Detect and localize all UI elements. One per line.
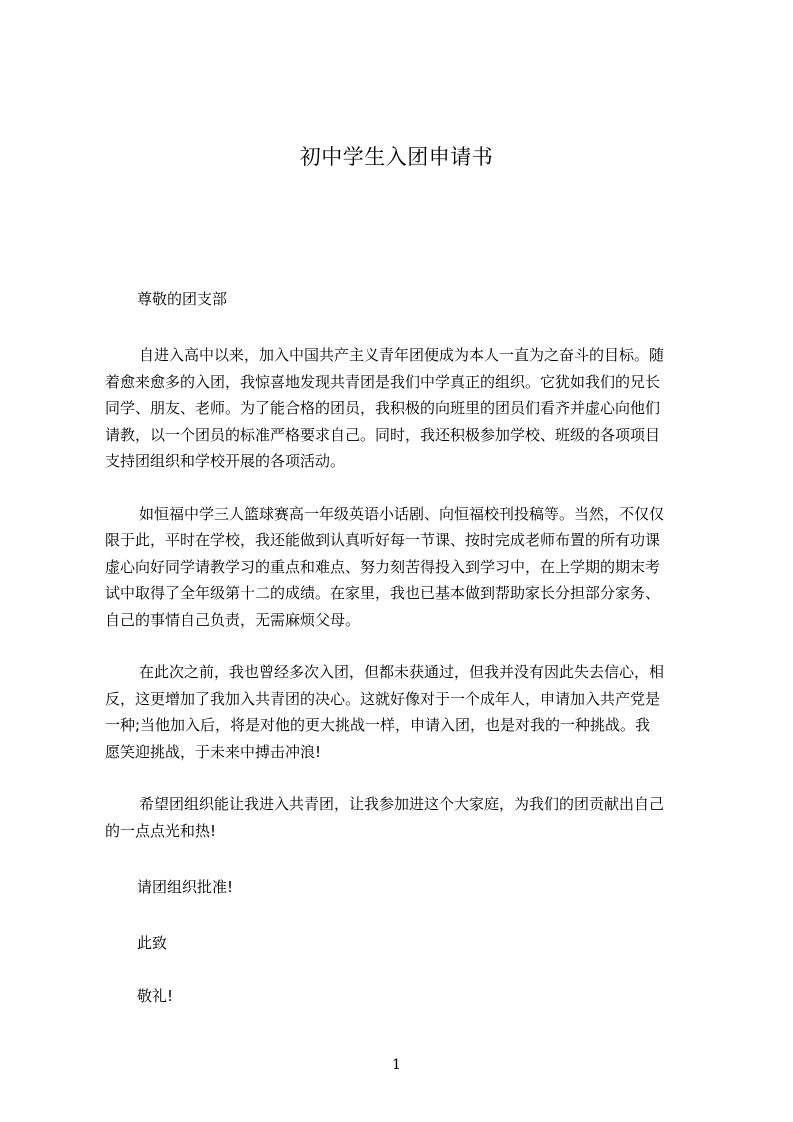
- paragraph-line: 自进入高中以来，加入中国共产主义青年团便成为本人一直为之奋斗的目标。随: [139, 346, 665, 364]
- letter-body: [105, 342, 701, 870]
- page-number: 1: [392, 1057, 401, 1073]
- paragraph-4: [105, 791, 701, 844]
- paragraph-line: 在此次之前，我也曾经多次入团，但都未获通过，但我并没有因此失去信心，相: [139, 663, 665, 681]
- paragraph-line: 虚心向好同学请教学习的重点和难点、努力刻苦得投入到学习中，在上学期的期末考: [105, 557, 661, 576]
- closing-salute: 敬礼!: [137, 987, 174, 1005]
- paragraph-line: 试中取得了全年级第十二的成绩。在家里，我也已基本做到帮助家长分担部分家务、: [105, 584, 661, 602]
- paragraph-line: 着愈来愈多的入团，我惊喜地发现共青团是我们中学真正的组织。它犹如我们的兄长: [105, 372, 661, 391]
- paragraph-line: 请教，以一个团员的标准严格要求自己。同时，我还积极参加学校、班级的各项项目: [105, 425, 661, 444]
- paragraph-line: 一种;当他加入后，将是对他的更大挑战一样，申请入团，也是对我的一种挑战。我: [105, 716, 651, 734]
- paragraph-line: 反，这更增加了我加入共青团的决心。这就好像对于一个成年人，申请加入共产党是: [105, 689, 661, 708]
- paragraph-line: 的一点点光和热!: [105, 821, 217, 840]
- paragraph-2: [105, 501, 701, 634]
- paragraph-1: [105, 342, 701, 475]
- paragraph-line: 希望团组织能让我进入共青团，让我参加进这个大家庭，为我们的团贡献出自己: [139, 795, 665, 813]
- paragraph-3: [105, 659, 701, 765]
- paragraph-line: 自己的事情自己负责，无需麻烦父母。: [105, 610, 361, 629]
- salutation: 尊敬的团支部: [137, 290, 228, 308]
- paragraph-line: 同学、朋友、老师。为了能合格的团员，我积极的向班里的团员们看齐并虚心向他们: [105, 399, 661, 417]
- closing-request: 请团组织批准!: [137, 878, 234, 896]
- paragraph-line: 支持团组织和学校开展的各项活动。: [105, 452, 346, 470]
- paragraph-line: 限于此，平时在学校，我还能做到认真听好每一节课、按时完成老师布置的所有功课: [105, 531, 661, 549]
- closing-greeting: 此致: [137, 934, 168, 952]
- paragraph-line: 愿笑迎挑战，于未来中搏击冲浪!: [105, 742, 322, 761]
- document-title: 初中学生入团申请书: [299, 145, 494, 169]
- paragraph-line: 如恒福中学三人篮球赛高一年级英语小话剧、向恒福校刊投稿等。当然，不仅仅: [139, 504, 665, 523]
